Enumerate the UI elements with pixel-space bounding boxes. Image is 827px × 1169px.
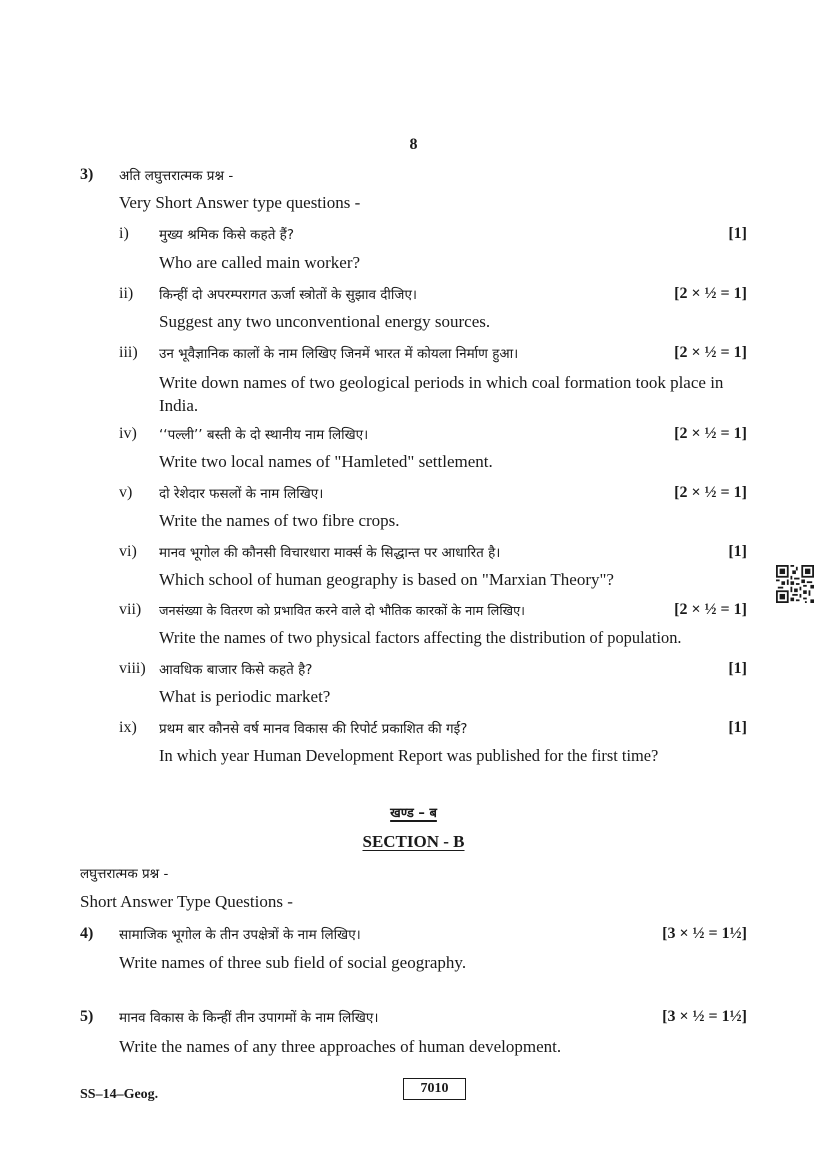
item-iii-marks: [2 × ½ = 1] (674, 344, 747, 361)
item-vi-english: Which school of human geography is based on "Marxian Theory"? (159, 570, 614, 589)
paper-number-box: 7010 (403, 1078, 466, 1100)
question-4-english: Write names of three sub field of social geography. (119, 953, 467, 972)
item-ii-marks: [2 × ½ = 1] (674, 285, 747, 302)
item-viii-hindi: आवधिक बाजार किसे कहते है? (159, 662, 313, 678)
item-iv-hindi: ‘‘पल्ली’’ बस्ती के दो स्थानीय नाम लिखिए। (159, 427, 369, 443)
item-vii-english: Write the names of two physical factors affecting the distribution of population. (159, 628, 682, 647)
section-b-hindi-heading: खण्ड – ब (390, 806, 437, 821)
question-5-marks: [3 × ½ = 1½] (662, 1008, 747, 1025)
item-i-marks: [1] (728, 225, 747, 242)
item-iv-number: iv) (119, 425, 137, 442)
question-5-number: 5) (80, 1008, 94, 1025)
item-vii-number: vii) (119, 601, 142, 618)
item-viii-number: viii) (119, 660, 146, 677)
item-iii-number: iii) (119, 344, 138, 361)
item-v-english: Write the names of two fibre crops. (159, 511, 400, 530)
question-5-hindi: मानव विकास के किन्हीं तीन उपागमों के नाम लिखिए। (119, 1010, 379, 1026)
item-ii-english: Suggest any two unconventional energy sources. (159, 312, 491, 331)
item-iii-english: Write down names of two geological periods in which coal formation took place in India. (159, 373, 724, 415)
item-v-hindi: दो रेशेदार फसलों के नाम लिखिए। (159, 486, 324, 502)
item-viii-marks: [1] (728, 660, 747, 677)
item-v-marks: [2 × ½ = 1] (674, 484, 747, 501)
item-v-number: v) (119, 484, 133, 501)
item-ix-number: ix) (119, 719, 137, 736)
item-i-english: Who are called main worker? (159, 253, 361, 272)
item-ii-hindi: किन्हीं दो अपरम्परागत ऊर्जा स्त्रोतों के सुझाव दीजिए। (159, 287, 418, 303)
item-vi-hindi: मानव भूगोल की कौनसी विचारधारा मार्क्स के सिद्धान्त पर आधारित है। (159, 545, 501, 561)
qr-code (776, 565, 814, 603)
item-i-hindi: मुख्य श्रमिक किसे कहते हैं? (159, 227, 295, 243)
item-ix-english: In which year Human Development Report was published for the first time? (159, 746, 659, 765)
question-4-marks: [3 × ½ = 1½] (662, 925, 747, 942)
item-iii-hindi: उन भूवैज्ञानिक कालों के नाम लिखिए जिनमें भारत में कोयला निर्माण हुआ। (159, 346, 519, 362)
page-number: 8 (409, 136, 418, 153)
question-4-number: 4) (80, 925, 94, 942)
item-iv-english: Write two local names of "Hamleted" settlement. (159, 452, 493, 471)
item-viii-english: What is periodic market? (159, 687, 331, 706)
section-b-hindi-title: लघुत्तरात्मक प्रश्न - (80, 866, 169, 882)
section-b-english-title: Short Answer Type Questions - (80, 892, 293, 911)
item-vi-number: vi) (119, 543, 137, 560)
item-vii-hindi: जनसंख्या के वितरण को प्रभावित करने वाले दो भौतिक कारकों के नाम लिखिए। (159, 604, 526, 619)
item-vi-marks: [1] (728, 543, 747, 560)
question-5-english: Write the names of any three approaches of human development. (119, 1037, 562, 1056)
section-b-english-heading: SECTION - B (362, 832, 465, 851)
paper-code: SS–14–Geog. (80, 1087, 159, 1102)
question-3-number: 3) (80, 166, 94, 183)
question-3-english-title: Very Short Answer type questions - (119, 193, 361, 212)
item-vii-marks: [2 × ½ = 1] (674, 601, 747, 618)
item-ix-marks: [1] (728, 719, 747, 736)
item-i-number: i) (119, 225, 129, 242)
question-3-hindi-title: अति लघुत्तरात्मक प्रश्न - (119, 168, 234, 184)
item-ii-number: ii) (119, 285, 134, 302)
question-4-hindi: सामाजिक भूगोल के तीन उपक्षेत्रों के नाम लिखिए। (119, 927, 361, 943)
item-iv-marks: [2 × ½ = 1] (674, 425, 747, 442)
item-ix-hindi: प्रथम बार कौनसे वर्ष मानव विकास की रिपोर्ट प्रकाशित की गई? (159, 721, 468, 737)
